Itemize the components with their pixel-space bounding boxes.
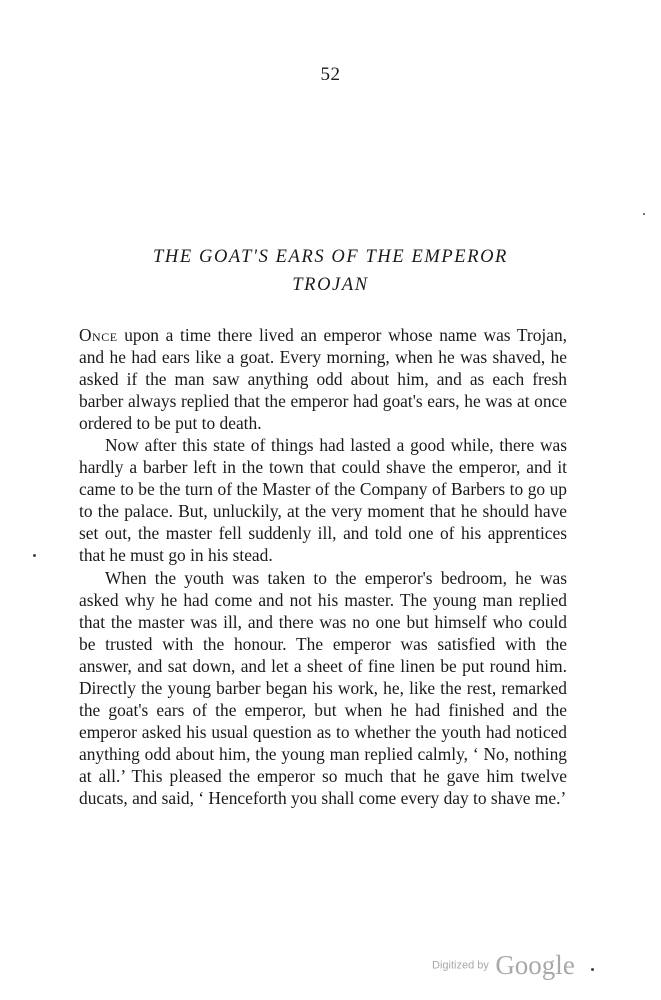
digitized-watermark (432, 950, 575, 981)
story-title-line-2: TROJAN (292, 275, 369, 295)
story-body (79, 324, 567, 809)
opening-word: Once (79, 325, 118, 345)
scan-speck (33, 554, 36, 557)
scan-speck (643, 213, 645, 215)
scan-speck (591, 968, 594, 971)
watermark-prefix: Digitized by (432, 959, 489, 972)
story-title (60, 243, 601, 299)
google-logo-text: Google (495, 950, 575, 980)
paragraph-3: When the youth was taken to the emperor's bedroom, he was asked why he had come and not his master. The young man replied that the master was ill, and there was no one but himself who could be trusted with the honour. The emperor was satisfied with the answer, and sat down, and let a sheet of fine linen be put round him. Directly the young barber began his work, he, like the rest, remarked the goat's ears of the emperor, but when he had finished and the emperor asked his usual question as to whether the youth had noticed anything odd about him, the young man replied calmly, ‘ No, nothing at all.’ This pleased the emperor so much that he gave him twelve ducats, and said, ‘ Henceforth you shall come every day to shave me.’ (79, 567, 567, 808)
page-number: 52 (320, 64, 341, 85)
paragraph-1-text: upon a time there lived an emperor whose name was Trojan, and he had ears like a goat. Every morning, when he was shaved, he asked if the man saw anything odd about him, and as each fresh barber always replied that the emperor had goat's ears, he was at once ordered to be put to death. (79, 325, 567, 434)
story-title-line-1: THE GOAT'S EARS OF THE EMPEROR (153, 247, 508, 267)
paragraph-2: Now after this state of things had lasted a good while, there was hardly a barber left in the town that could shave the emperor, and it came to be the turn of the Master of the Company of Barbers to go up to the palace. But, unluckily, at the very moment that he should have set out, the master fell suddenly ill, and told one of his apprentices that he must go in his stead. (79, 435, 567, 566)
paragraph-1 (79, 324, 567, 434)
